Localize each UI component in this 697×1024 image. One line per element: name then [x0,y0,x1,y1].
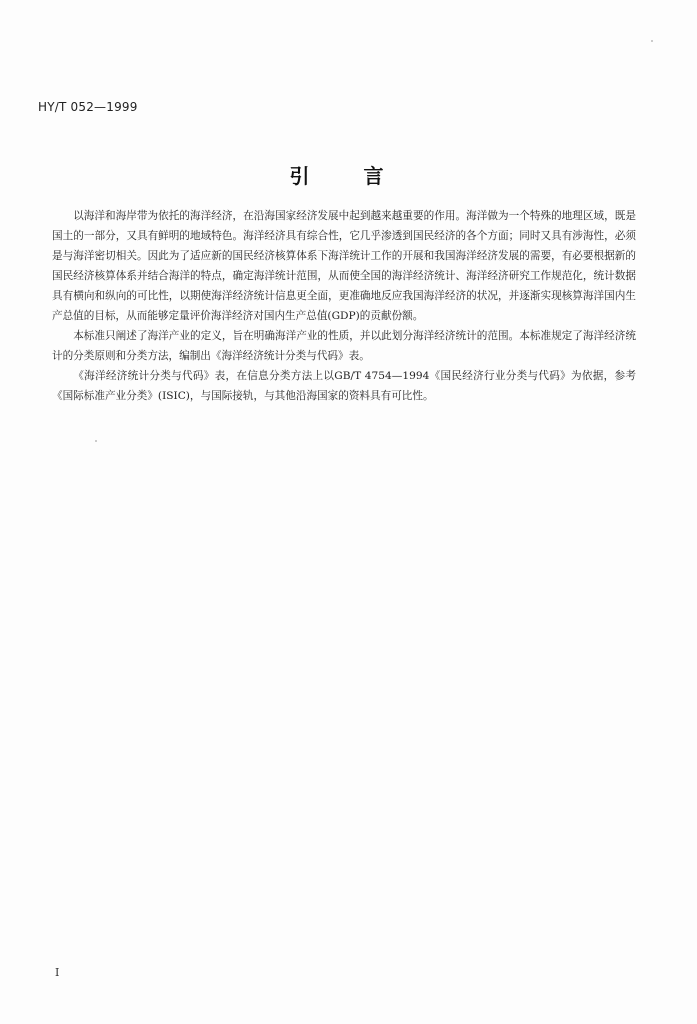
scan-speck [95,440,97,442]
page-heading: 引言 [289,164,438,188]
standard-code: HY/T 052—1999 [38,100,138,114]
body-text [52,206,636,406]
page-number: I [55,966,60,979]
paragraph-1: 以海洋和海岸带为依托的海洋经济，在沿海国家经济发展中起到越来越重要的作用。海洋做为一个特殊的地理区域，既是国土的一部分，又具有鲜明的地域特色。海洋经济具有综合性，它几乎渗透到国民经济的各个方面；同时又具有涉海性，必须是与海洋密切相关。因此为了适应新的国民经济核算体系下海洋统计工作的开展和我国海洋经济发展的需要，有必要根据新的国民经济核算体系并结合海洋的特点，确定海洋统计范围，从而使全国的海洋经济统计、海洋经济研究工作规范化，统计数据具有横向和纵向的可比性，以期使海洋经济统计信息更全面，更准确地反应我国海洋经济的状况，并逐渐实现核算海洋国内生产总值的目标，从而能够定量评价海洋经济对国内生产总值(GDP)的贡献份额。 [52,210,636,322]
paragraph-2: 本标准只阐述了海洋产业的定义，旨在明确海洋产业的性质，并以此划分海洋经济统计的范围。本标准规定了海洋经济统计的分类原则和分类方法，编制出《海洋经济统计分类与代码》表。 [52,330,636,362]
scan-speck [651,40,653,42]
paragraph-3: 《海洋经济统计分类与代码》表，在信息分类方法上以GB/T 4754—1994《国民经济行业分类与代码》为依据，参考《国际标准产业分类》(ISIC)，与国际接轨，与其他沿海国家的资料具有可比性。 [52,370,636,402]
